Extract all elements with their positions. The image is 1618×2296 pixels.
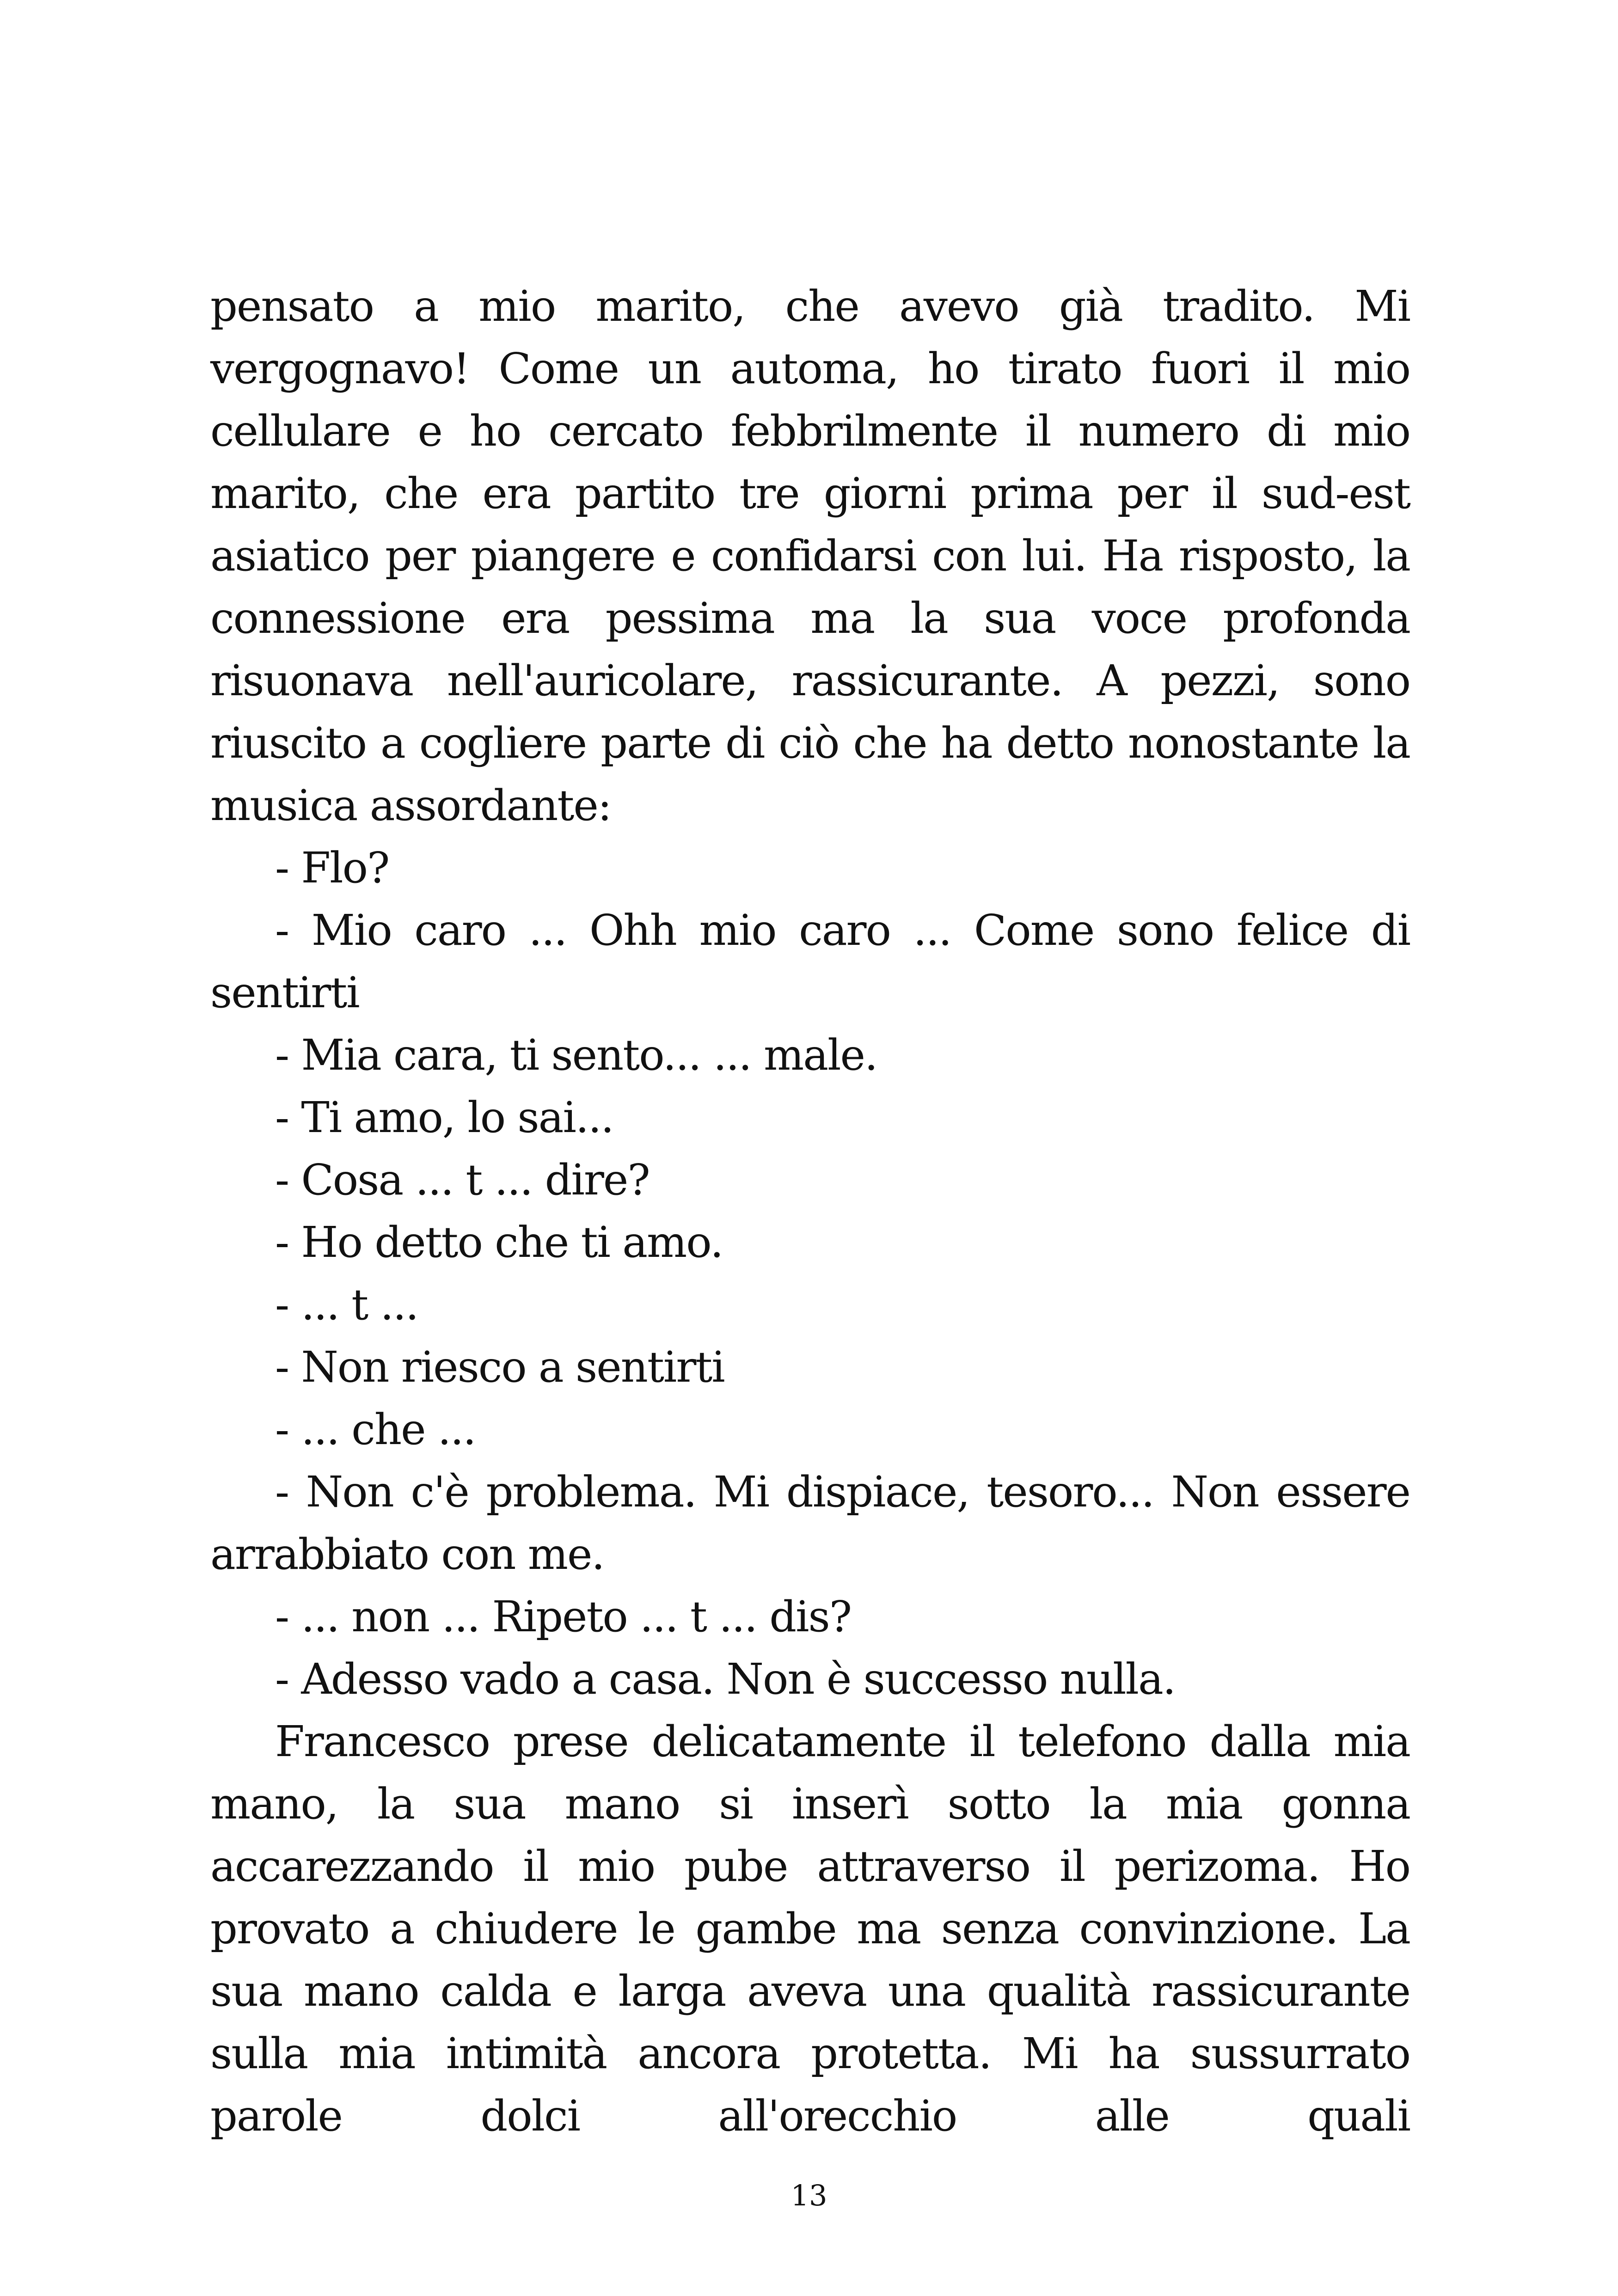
dialogue-line: - Mio caro ... Ohh mio caro ... Come sono felice di sentirti bbox=[210, 906, 1410, 1017]
dialogue-line: - Non c'è problema. Mi dispiace, tesoro... Non essere arrabbiato con me. bbox=[210, 1467, 1410, 1579]
dialogue-line: - Cosa ... t ... dire? bbox=[275, 1155, 650, 1205]
page-number: 13 bbox=[791, 2179, 827, 2212]
paragraph-narration-opening: pensato a mio marito, che avevo già tradito. Mi vergognavo! Come un automa, ho tirato fuori il mio cellulare e ho cercato febbrilmente il numero di mio marito, che era partito tre giorni prima per il sud-est asiatico per piangere e confidarsi con lui. Ha risposto, la connessione era pessima ma la sua voce profonda risuonava nell'auricolare, rassicurante. A pezzi, sono riuscito a cogliere parte di ciò che ha detto nonostante la musica assordante: bbox=[210, 282, 1410, 830]
dialogue-line: - Mia cara, ti sento... ... male. bbox=[275, 1030, 877, 1080]
dialogue-line: - Ho detto che ti amo. bbox=[275, 1218, 723, 1267]
dialogue-line: - ... t ... bbox=[275, 1280, 418, 1329]
dialogue-line: - ... non ... Ripeto ... t ... dis? bbox=[275, 1592, 852, 1641]
dialogue-line: - Flo? bbox=[275, 843, 389, 893]
page-text-body bbox=[210, 275, 1410, 2147]
dialogue-line: - ... che ... bbox=[275, 1405, 476, 1454]
dialogue-line: - Ti amo, lo sai... bbox=[275, 1093, 613, 1142]
dialogue-line: - Adesso vado a casa. Non è successo nulla. bbox=[275, 1654, 1176, 1704]
dialogue-line: - Non riesco a sentirti bbox=[275, 1342, 724, 1392]
paragraph-narration-continued: Francesco prese delicatamente il telefono dalla mia mano, la sua mano si inserì sotto la mia gonna accarezzando il mio pube attraverso il perizoma. Ho provato a chiudere le gambe ma senza convinzione. La sua mano calda e larga aveva una qualità rassicurante sulla mia intimità ancora protetta. Mi ha sussurrato parole dolci all'orecchio alle quali bbox=[210, 1717, 1410, 2141]
